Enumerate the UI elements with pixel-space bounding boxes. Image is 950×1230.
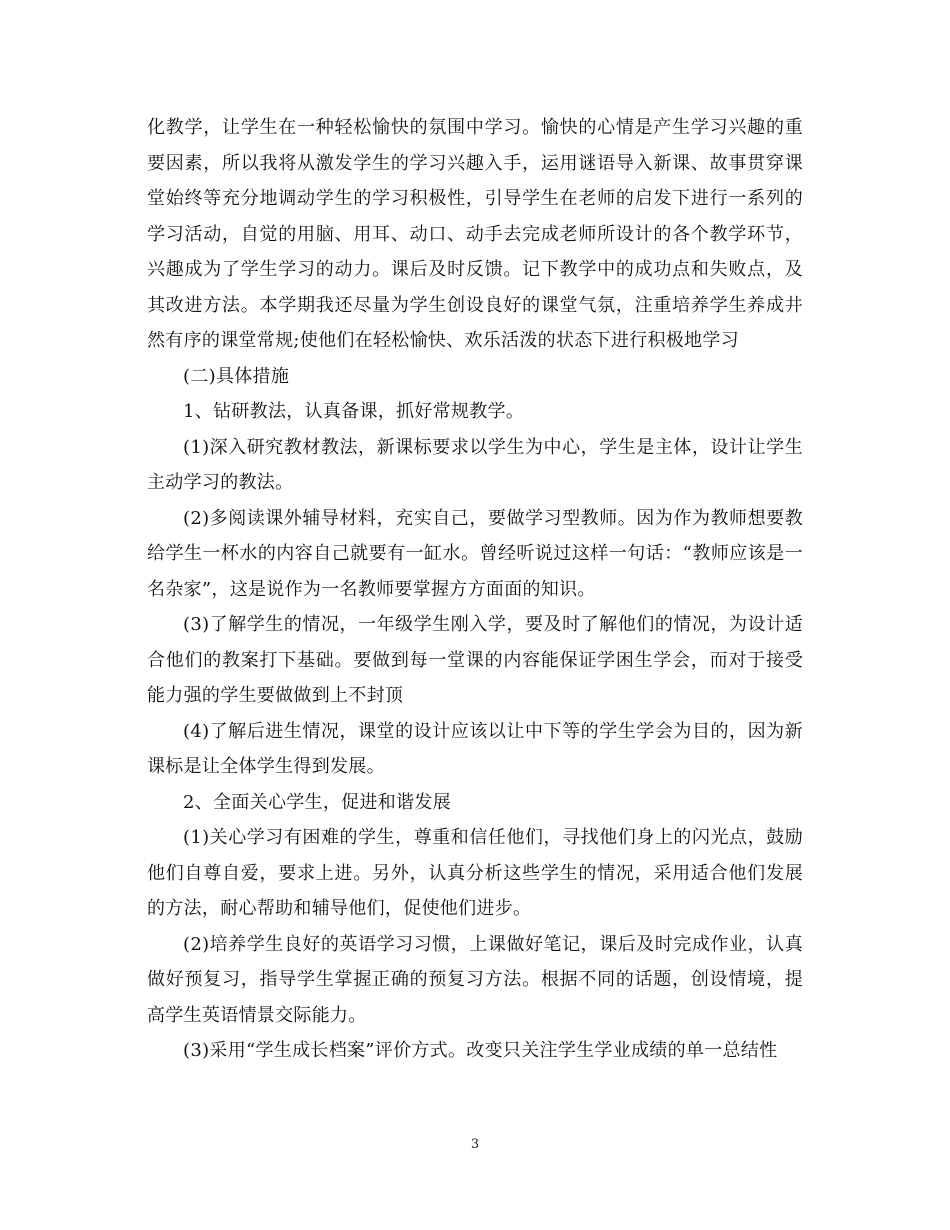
subheading-study-teaching-methods: 1、钻研教法，认真备课，抓好常规教学。 (183, 401, 525, 422)
list-item-study-materials: (1)深入研究教材教法，新课标要求以学生为中心，学生是主体，设计让学生主动学习的教法。 (147, 436, 803, 493)
document-body (147, 110, 803, 1069)
list-item-understand-students: (3)了解学生的情况，一年级学生刚入学，要及时了解他们的情况，为设计适合他们的教案打下基础。要做到每一堂课的内容能保证学困生学会，而对于接受能力强的学生要做做到上不封顶 (147, 614, 803, 706)
list-item-care-struggling-students: (1)关心学习有困难的学生，尊重和信任他们，寻找他们身上的闪光点，鼓励他们自尊自爱，要求上进。另外，认真分析这些学生的情况，采用适合他们发展的方法，耐心帮助和辅导他们，促使他们进步。 (147, 827, 803, 919)
list-item-english-habits: (2)培养学生良好的英语学习习惯，上课做好笔记，课后及时完成作业，认真做好预复习，指导学生掌握正确的预复习方法。根据不同的话题，创设情境，提高学生英语情景交际能力。 (147, 933, 803, 1026)
list-item-growth-portfolio: (3)采用“学生成长档案”评价方式。改变只关注学生学业成绩的单一总结性 (183, 1040, 778, 1061)
page-number: 3 (470, 1137, 480, 1152)
list-item-underachievers: (4)了解后进生情况，课堂的设计应该以让中下等的学生学会为目的，因为新课标是让全体学生得到发展。 (147, 720, 803, 777)
paragraph-teaching-atmosphere: 化教学，让学生在一种轻松愉快的氛围中学习。愉快的心情是产生学习兴趣的重要因素，所以我将从激发学生的学习兴趣入手，运用谜语导入新课、故事贯穿课堂始终等充分地调动学生的学习积极性，引导学生在老师的启发下进行一系列的学习活动，自觉的用脑、用耳、动口、动手去完成老师所设计的各个教学环节，兴趣成为了学生学习的动力。课后及时反馈。记下教学中的成功点和失败点，及其改进方法。本学期我还尽量为学生创设良好的课堂气氛，注重培养学生养成井然有序的课堂常规;使他们在轻松愉快、欢乐活泼的状态下进行积极地学习 (147, 117, 803, 351)
heading-specific-measures: (二)具体措施 (183, 365, 290, 387)
list-item-read-more: (2)多阅读课外辅导材料，充实自己，要做学习型教师。因为作为教师想要教给学生一杯水的内容自己就要有一缸水。曾经听说过这样一句话：“教师应该是一名杂家”，这是说作为一名教师要掌握方方面面的知识。 (147, 507, 803, 600)
subheading-care-for-students: 2、全面关心学生，促进和谐发展 (183, 791, 451, 813)
